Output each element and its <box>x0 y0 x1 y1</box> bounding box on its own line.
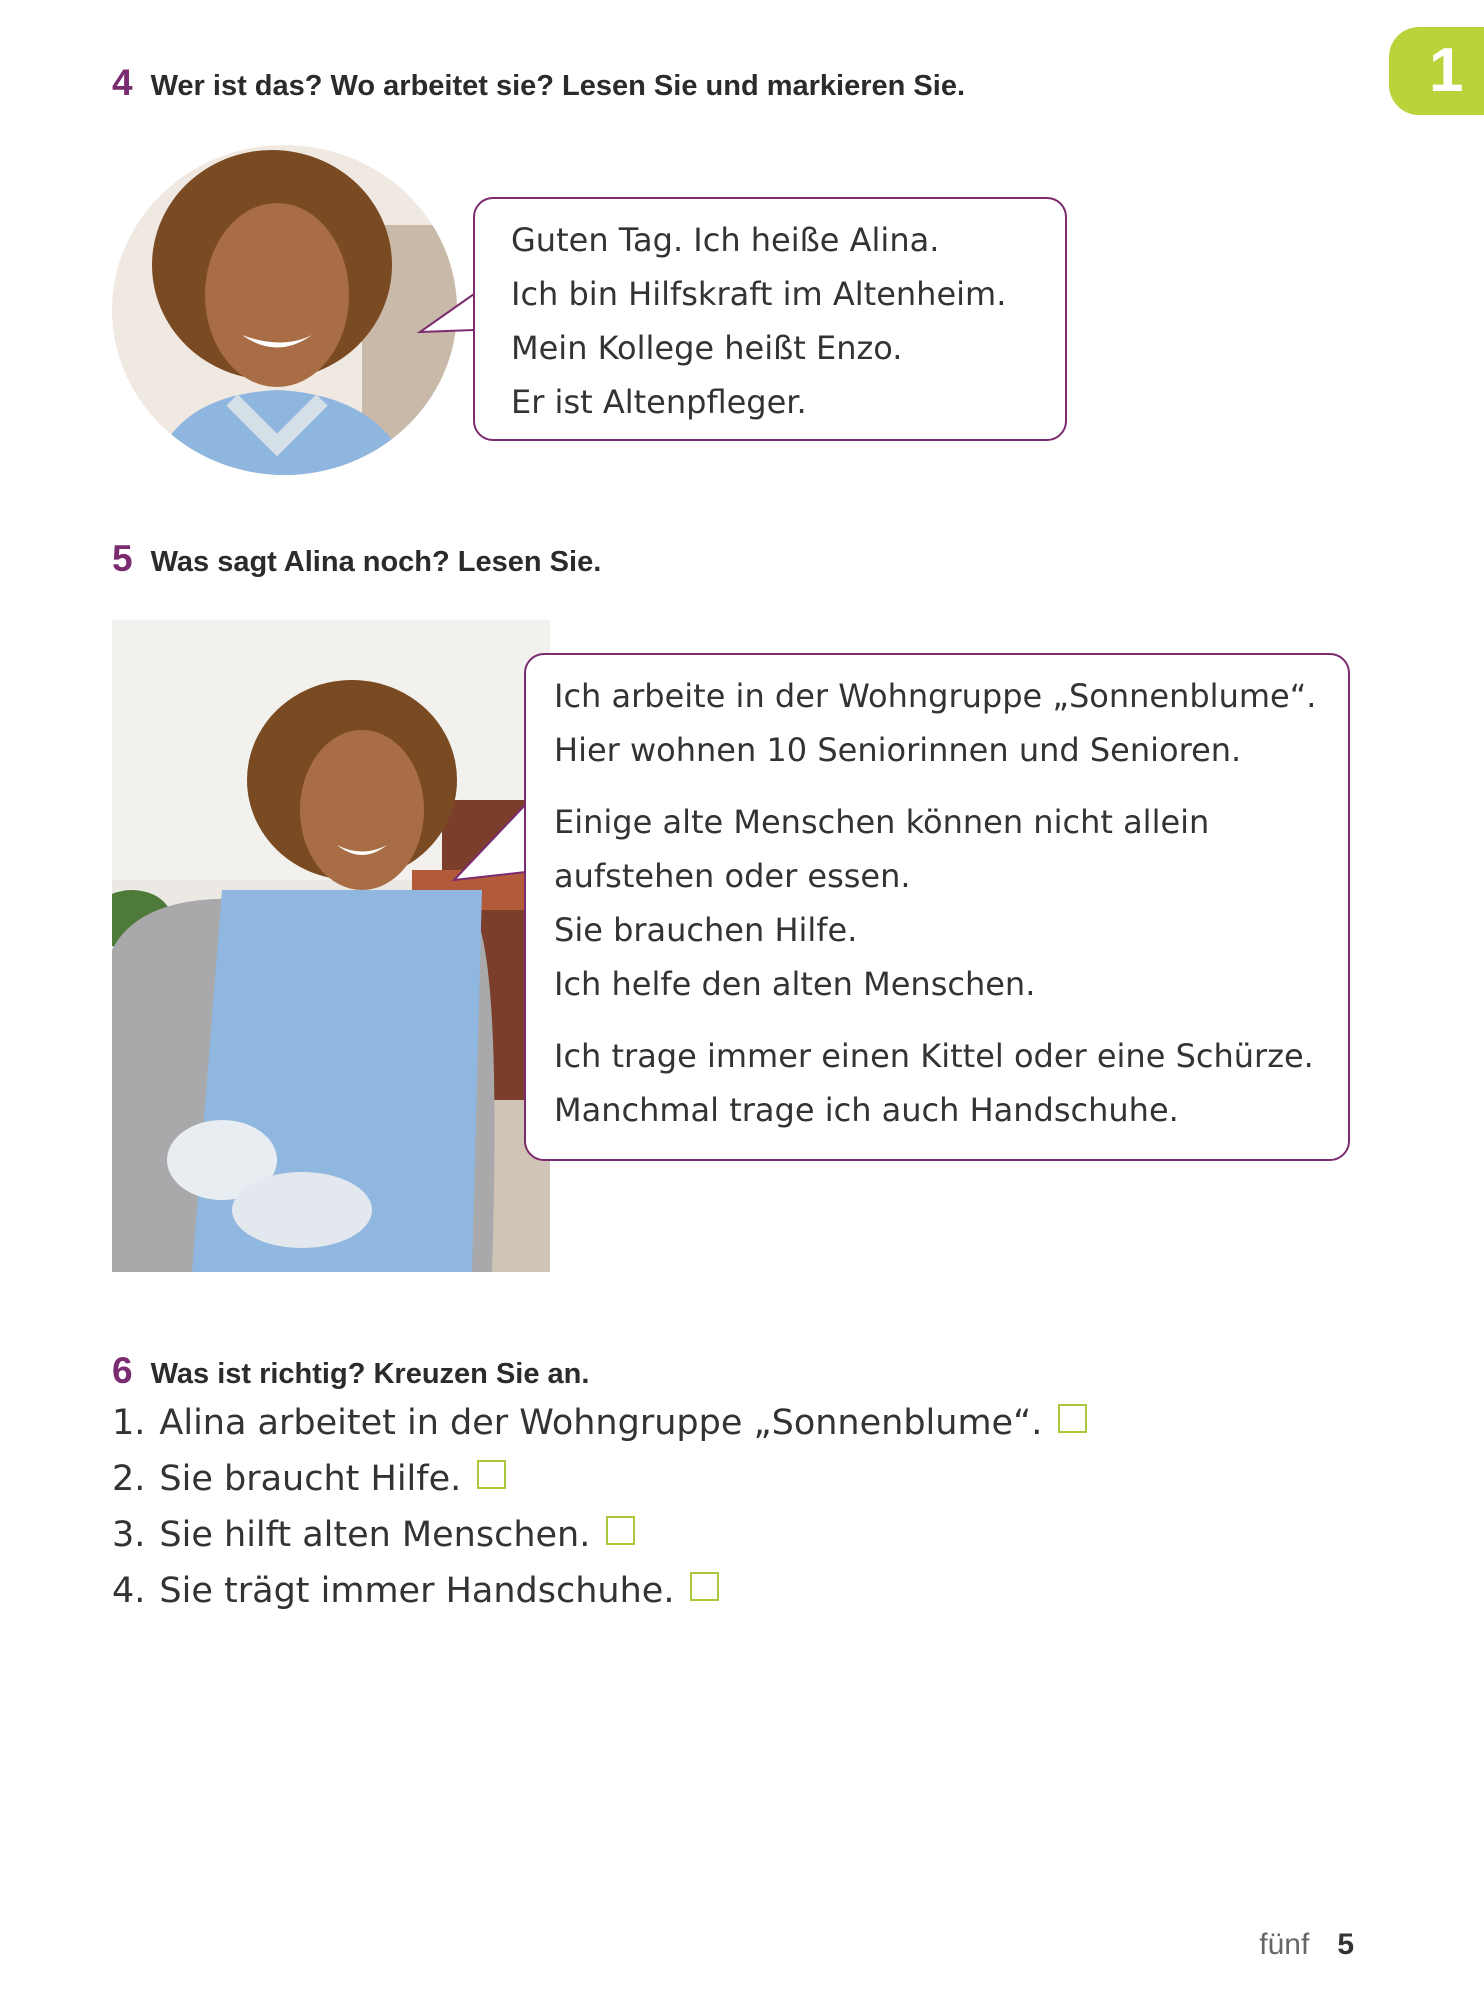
page-number-word: fünf <box>1259 1928 1310 1961</box>
bubble-line: aufstehen oder essen. <box>554 857 911 895</box>
bubble-line: Manchmal trage ich auch Handschuhe. <box>554 1091 1179 1129</box>
bubble-line: Ich arbeite in der Wohngruppe „Sonnenblume“. <box>554 677 1317 715</box>
task5-heading <box>112 538 601 580</box>
task5-number: 5 <box>112 538 133 579</box>
bubble-tail <box>418 290 478 350</box>
chapter-number: 1 <box>1429 36 1464 105</box>
answer-checkbox[interactable] <box>606 1516 635 1545</box>
bubble-line: Sie brauchen Hilfe. <box>554 911 858 949</box>
statement-text: Sie braucht Hilfe. <box>159 1459 462 1499</box>
statement-text: Sie trägt immer Handschuhe. <box>159 1571 675 1611</box>
task6-heading <box>112 1350 589 1392</box>
task6-title: Was ist richtig? Kreuzen Sie an. <box>150 1358 590 1390</box>
bubble-line: Ich trage immer einen Kittel oder eine Schürze. <box>554 1037 1314 1075</box>
statement-number: 2. <box>112 1459 146 1499</box>
page-number: 5 <box>1337 1928 1354 1961</box>
statement-item <box>112 1563 1087 1619</box>
answer-checkbox[interactable] <box>477 1460 506 1489</box>
statement-number: 4. <box>112 1571 146 1611</box>
bubble-line: Einige alte Menschen können nicht allein <box>554 803 1210 841</box>
bubble-line: Ich bin Hilfskraft im Altenheim. <box>511 275 1007 313</box>
task6-number: 6 <box>112 1350 133 1391</box>
statement-text: Sie hilft alten Menschen. <box>159 1515 591 1555</box>
statement-item <box>112 1507 1087 1563</box>
speech-bubble-task5 <box>524 653 1350 1161</box>
task5-title: Was sagt Alina noch? Lesen Sie. <box>150 546 602 578</box>
statement-number: 1. <box>112 1403 146 1443</box>
answer-checkbox[interactable] <box>690 1572 719 1601</box>
statement-item <box>112 1395 1087 1451</box>
photo-alina-at-work <box>112 620 550 1272</box>
task4-title: Wer ist das? Wo arbeitet sie? Lesen Sie und markieren Sie. <box>150 70 965 102</box>
speech-bubble-task4 <box>473 197 1067 441</box>
page-footer <box>1259 1928 1354 1962</box>
task4-heading <box>112 62 965 104</box>
task6-statement-list <box>112 1395 1087 1619</box>
chapter-tab <box>1389 27 1484 115</box>
bubble-line: Hier wohnen 10 Seniorinnen und Senioren. <box>554 731 1242 769</box>
task4-number: 4 <box>112 62 133 103</box>
bubble-tail <box>450 800 530 890</box>
answer-checkbox[interactable] <box>1058 1404 1087 1433</box>
statement-number: 3. <box>112 1515 146 1555</box>
bubble-line: Ich helfe den alten Menschen. <box>554 965 1036 1003</box>
bubble-line: Er ist Altenpfleger. <box>511 383 807 421</box>
bubble-line: Guten Tag. Ich heiße Alina. <box>511 221 940 259</box>
portrait-photo-alina <box>112 145 457 475</box>
statement-text: Alina arbeitet in der Wohngruppe „Sonnenblume“. <box>159 1403 1043 1443</box>
bubble-line: Mein Kollege heißt Enzo. <box>511 329 903 367</box>
statement-item <box>112 1451 1087 1507</box>
